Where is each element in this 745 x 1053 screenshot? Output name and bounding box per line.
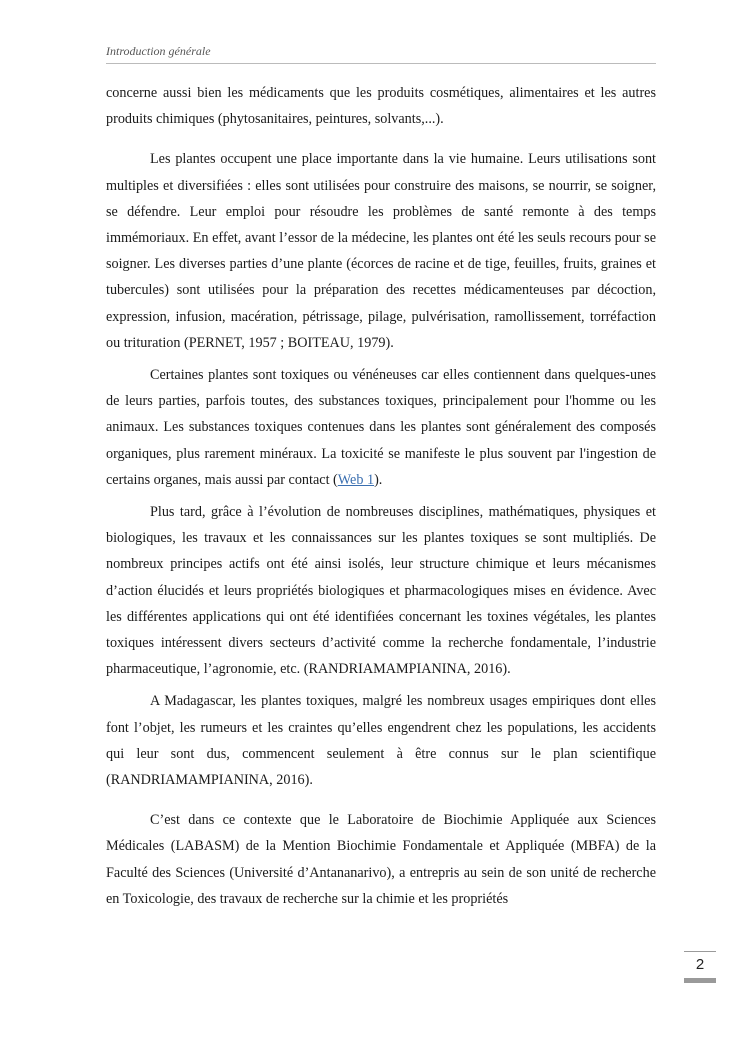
paragraph-toxic-plants-text: Certaines plantes sont toxiques ou vénéneuses car elles contiennent dans quelques-unes de leurs parties, parfois toutes, des substances toxiques, principalement pour l'homme ou les animaux. Les substances toxiques contenues dans les plantes sont généralement des composés organiques, plus rarement minéraux. La toxicité se manifeste le plus souvent par l'ingestion de certains organes, mais aussi par contact ( bbox=[106, 367, 656, 488]
page-body bbox=[106, 80, 656, 918]
running-header: Introduction générale bbox=[106, 44, 211, 58]
page-number: 2 bbox=[684, 951, 716, 983]
paragraph-madagascar: A Madagascar, les plantes toxiques, malgré les nombreux usages empiriques dont elles font l’objet, les rumeurs et les craintes qu’elles engendrent chez les populations, les accidents qui leur sont dus, commencent seulement à être connus sur le plan scientifique (RANDRIAMAMPIANINA, 2016). bbox=[106, 693, 656, 789]
paragraph-research-evolution: Plus tard, grâce à l’évolution de nombreuses disciplines, mathématiques, physiques et biologiques, les travaux et les connaissances sur les plantes toxiques se sont multipliés. De nombreux principes actifs ont été ainsi isolés, leur structure chimique et leurs mécanismes d’action élucidés et leurs propriétés biologiques et pharmacologiques mises en évidence. Avec les différentes applications qui ont été identifiées concernant les toxines végétales, les plantes toxiques intéressent divers secteurs d’activité comme la recherche fondamentale, l’industrie pharmaceutique, l’agronomie, etc. (RANDRIAMAMPIANINA, 2016). bbox=[106, 504, 656, 678]
paragraph-context: C’est dans ce contexte que le Laboratoire de Biochimie Appliquée aux Sciences Médicales (LABASM) de la Mention Biochimie Fondamentale et Appliquée (MBFA) de la Faculté des Sciences (Université d’Antananarivo), a entrepris au sein de son unité de recherche en Toxicologie, des travaux de recherche sur la chimie et les propriétés bbox=[106, 812, 656, 907]
header-divider bbox=[106, 63, 656, 64]
web-reference-link[interactable]: Web 1 bbox=[337, 471, 375, 488]
paragraph-toxic-plants bbox=[106, 362, 656, 493]
paragraph-continuation: concerne aussi bien les médicaments que les produits cosmétiques, alimentaires et les autres produits chimiques (phytosanitaires, peintures, solvants,...). bbox=[106, 85, 656, 128]
paragraph-toxic-plants-end: ). bbox=[374, 471, 383, 488]
paragraph-plants-importance: Les plantes occupent une place importante dans la vie humaine. Leurs utilisations sont multiples et diversifiées : elles sont utilisées pour construire des maisons, se nourrir, se soigner, se défendre. Leur emploi pour résoudre les problèmes de santé remonte à des temps immémoriaux. En effet, avant l’essor de la médecine, les plantes ont été les seuls recours pour se soigner. Les diverses parties d’une plante (écorces de racine et de tige, feuilles, fruits, graines et tubercules) sont utilisées pour la préparation des recettes médicamenteuses par décoction, expression, infusion, macération, pétrissage, pilage, pulvérisation, ramollissement, torréfaction ou trituration (PERNET, 1957 ; BOITEAU, 1979). bbox=[106, 151, 656, 351]
